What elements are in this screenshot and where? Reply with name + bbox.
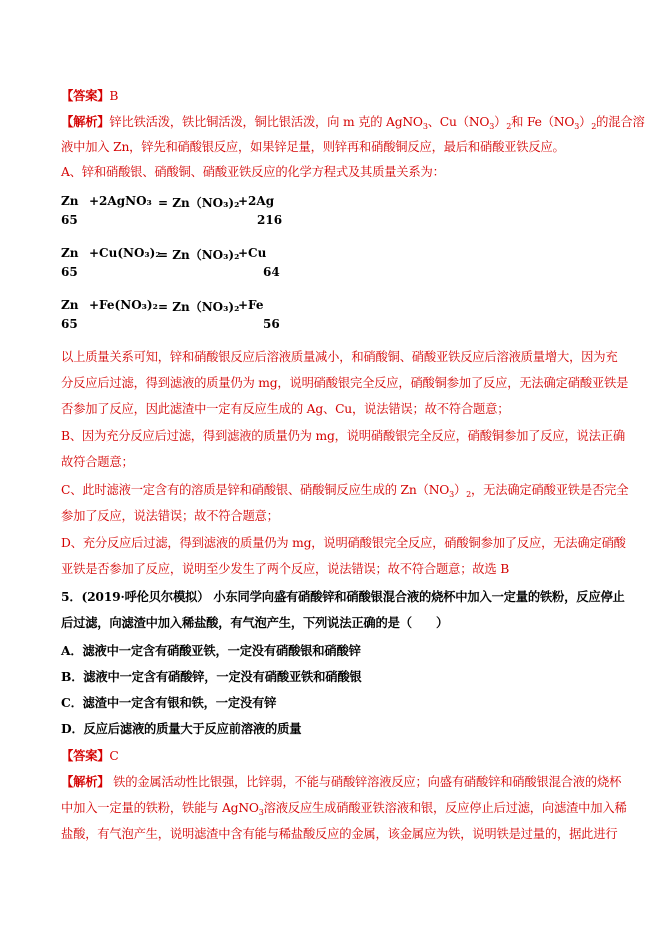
question-line: [61, 615, 448, 631]
text-segment: 5．(2019·呼伦贝尔模拟） 小东同学向盛有硝酸锌和硝酸银混合液的烧杯中加入一定量的铁粉，反应停止: [61, 589, 625, 604]
equation-term: = Zn（NO₃)₂: [158, 248, 240, 262]
text-segment: A．滤液中一定含有硝酸亚铁，一定没有硝酸银和硝酸锌: [61, 643, 361, 658]
question-line: [61, 669, 362, 685]
text-segment: 铁的金属活动性比银强，比锌弱，不能与硝酸锌溶液反应；向盛有硝酸锌和硝酸银混合液的烧杯: [109, 775, 622, 789]
explanation-line: [61, 774, 621, 790]
text-segment: 盐酸，有气泡产生，说明滤渣中含有能与稀盐酸反应的金属，该金属应为铁，说明铁是过量的，据此进行: [61, 827, 618, 841]
molar-mass: 64: [263, 265, 280, 279]
question-line: [61, 589, 625, 605]
explanation-line: [61, 482, 628, 503]
equation-term: +Cu(NO₃)₂: [89, 246, 161, 260]
equation-term: +2Ag: [238, 194, 275, 208]
text-segment: B: [109, 89, 119, 103]
explanation-line: [61, 800, 627, 821]
text-segment: ）: [494, 115, 507, 129]
explanation-line: [61, 508, 279, 524]
text-segment: C: [109, 749, 119, 763]
text-segment: 参加了反应，说法错误；故不符合题意；: [61, 509, 279, 523]
text-segment: 、Cu（NO: [427, 115, 490, 129]
text-segment: 中加入一定量的铁粉，铁能与 AgNO: [61, 801, 259, 815]
text-segment: A、锌和硝酸银、硝酸铜、硝酸亚铁反应的化学方程式及其质量关系为：: [61, 165, 445, 179]
explanation-line: [61, 88, 118, 104]
explanation-line: [61, 401, 509, 417]
explanation-line: [61, 826, 617, 842]
explanation-line: [61, 454, 134, 470]
explanation-line: [61, 748, 119, 764]
text-segment: C、此时滤液一定含有的溶质是锌和硝酸银、硝酸铜反应生成的 Zn（NO: [61, 483, 450, 497]
molar-mass: 65: [61, 317, 78, 331]
question-line: [61, 695, 276, 711]
equation-term: +2AgNO₃: [89, 194, 152, 208]
molar-mass: 65: [61, 265, 78, 279]
explanation-line: [61, 561, 509, 577]
molar-mass: 56: [263, 317, 280, 331]
text-segment: B、因为充分反应后过滤，得到滤液的质量仍为 mg，说明硝酸银完全反应，硝酸铜参加了反应，说法正确: [61, 429, 625, 443]
explanation-line: [61, 114, 645, 135]
explanation-line: [61, 535, 626, 551]
text-segment: B．滤液中一定含有硝酸锌，一定没有硝酸亚铁和硝酸银: [61, 669, 362, 684]
equation-term: Zn: [61, 298, 79, 312]
molar-mass: 65: [61, 213, 78, 227]
text-segment: 否参加了反应，因此滤渣中一定有反应生成的 Ag、Cu，说法错误；故不符合题意；: [61, 402, 510, 416]
section-label: 【解析】: [61, 114, 110, 129]
text-segment: 液中加入 Zn，锌先和硝酸银反应，如果锌足量，则锌再和硝酸铜反应，最后和硝酸亚铁反应。: [61, 140, 565, 154]
equation-term: Zn: [61, 246, 79, 260]
text-segment: 故符合题意；: [61, 455, 134, 469]
question-line: [61, 643, 361, 659]
text-segment: D．反应后滤液的质量大于反应前溶液的质量: [61, 721, 302, 736]
subscript: 2: [591, 122, 597, 131]
text-segment: 溶液反应生成硝酸亚铁溶液和银，反应停止后过滤，向滤渣中加入稀: [263, 801, 627, 815]
equation-term: = Zn（NO₃)₂: [158, 196, 240, 210]
equation-term: +Cu: [238, 246, 267, 260]
text-segment: C．滤渣中一定含有银和铁，一定没有锌: [61, 695, 277, 710]
text-segment: ）: [579, 115, 592, 129]
section-label: 【答案】: [61, 88, 110, 103]
explanation-line: [61, 375, 628, 391]
section-label: 【解析】: [61, 774, 110, 789]
molar-mass: 216: [257, 213, 283, 227]
text-segment: D、充分反应后过滤，得到滤液的质量仍为 mg，说明硝酸银完全反应，硝酸铜参加了反应，无法确定硝酸: [61, 536, 626, 550]
explanation-line: [61, 349, 617, 365]
text-segment: 后过滤，向滤渣中加入稀盐酸，有气泡产生，下列说法正确的是（ ）: [61, 615, 449, 630]
subscript: 3: [258, 808, 264, 817]
equation-term: +Fe(NO₃)₂: [89, 298, 158, 312]
equation-term: +Fe: [238, 298, 264, 312]
text-segment: 和 Fe（NO: [511, 115, 575, 129]
subscript: 2: [466, 490, 472, 499]
section-label: 【答案】: [61, 748, 110, 763]
subscript: 2: [506, 122, 512, 131]
text-segment: 分反应后过滤，得到滤液的质量仍为 mg，说明硝酸银完全反应，硝酸铜参加了反应，无法确定硝酸亚铁是: [61, 376, 629, 390]
text-segment: 亚铁是否参加了反应，说明至少发生了两个反应，说法错误；故不符合题意；故选 B: [61, 562, 510, 576]
explanation-line: [61, 164, 445, 180]
text-segment: 锌比铁活泼，铁比铜活泼，铜比银活泼，向 m 克的 AgNO: [109, 115, 423, 129]
equation-term: = Zn（NO₃)₂: [158, 300, 240, 314]
explanation-line: [61, 428, 625, 444]
question-line: [61, 721, 301, 737]
explanation-line: [61, 139, 565, 155]
equation-term: Zn: [61, 194, 79, 208]
text-segment: 以上质量关系可知，锌和硝酸银反应后溶液质量减小，和硝酸铜、硝酸亚铁反应后溶液质量增大，因为充: [61, 350, 618, 364]
subscript: 3: [574, 122, 580, 131]
subscript: 3: [422, 122, 428, 131]
text-segment: ）: [454, 483, 467, 497]
subscript: 3: [489, 122, 495, 131]
subscript: 3: [449, 490, 455, 499]
text-segment: ，无法确定硝酸亚铁是否完全: [471, 483, 629, 497]
text-segment: 的混合溶: [596, 115, 645, 129]
